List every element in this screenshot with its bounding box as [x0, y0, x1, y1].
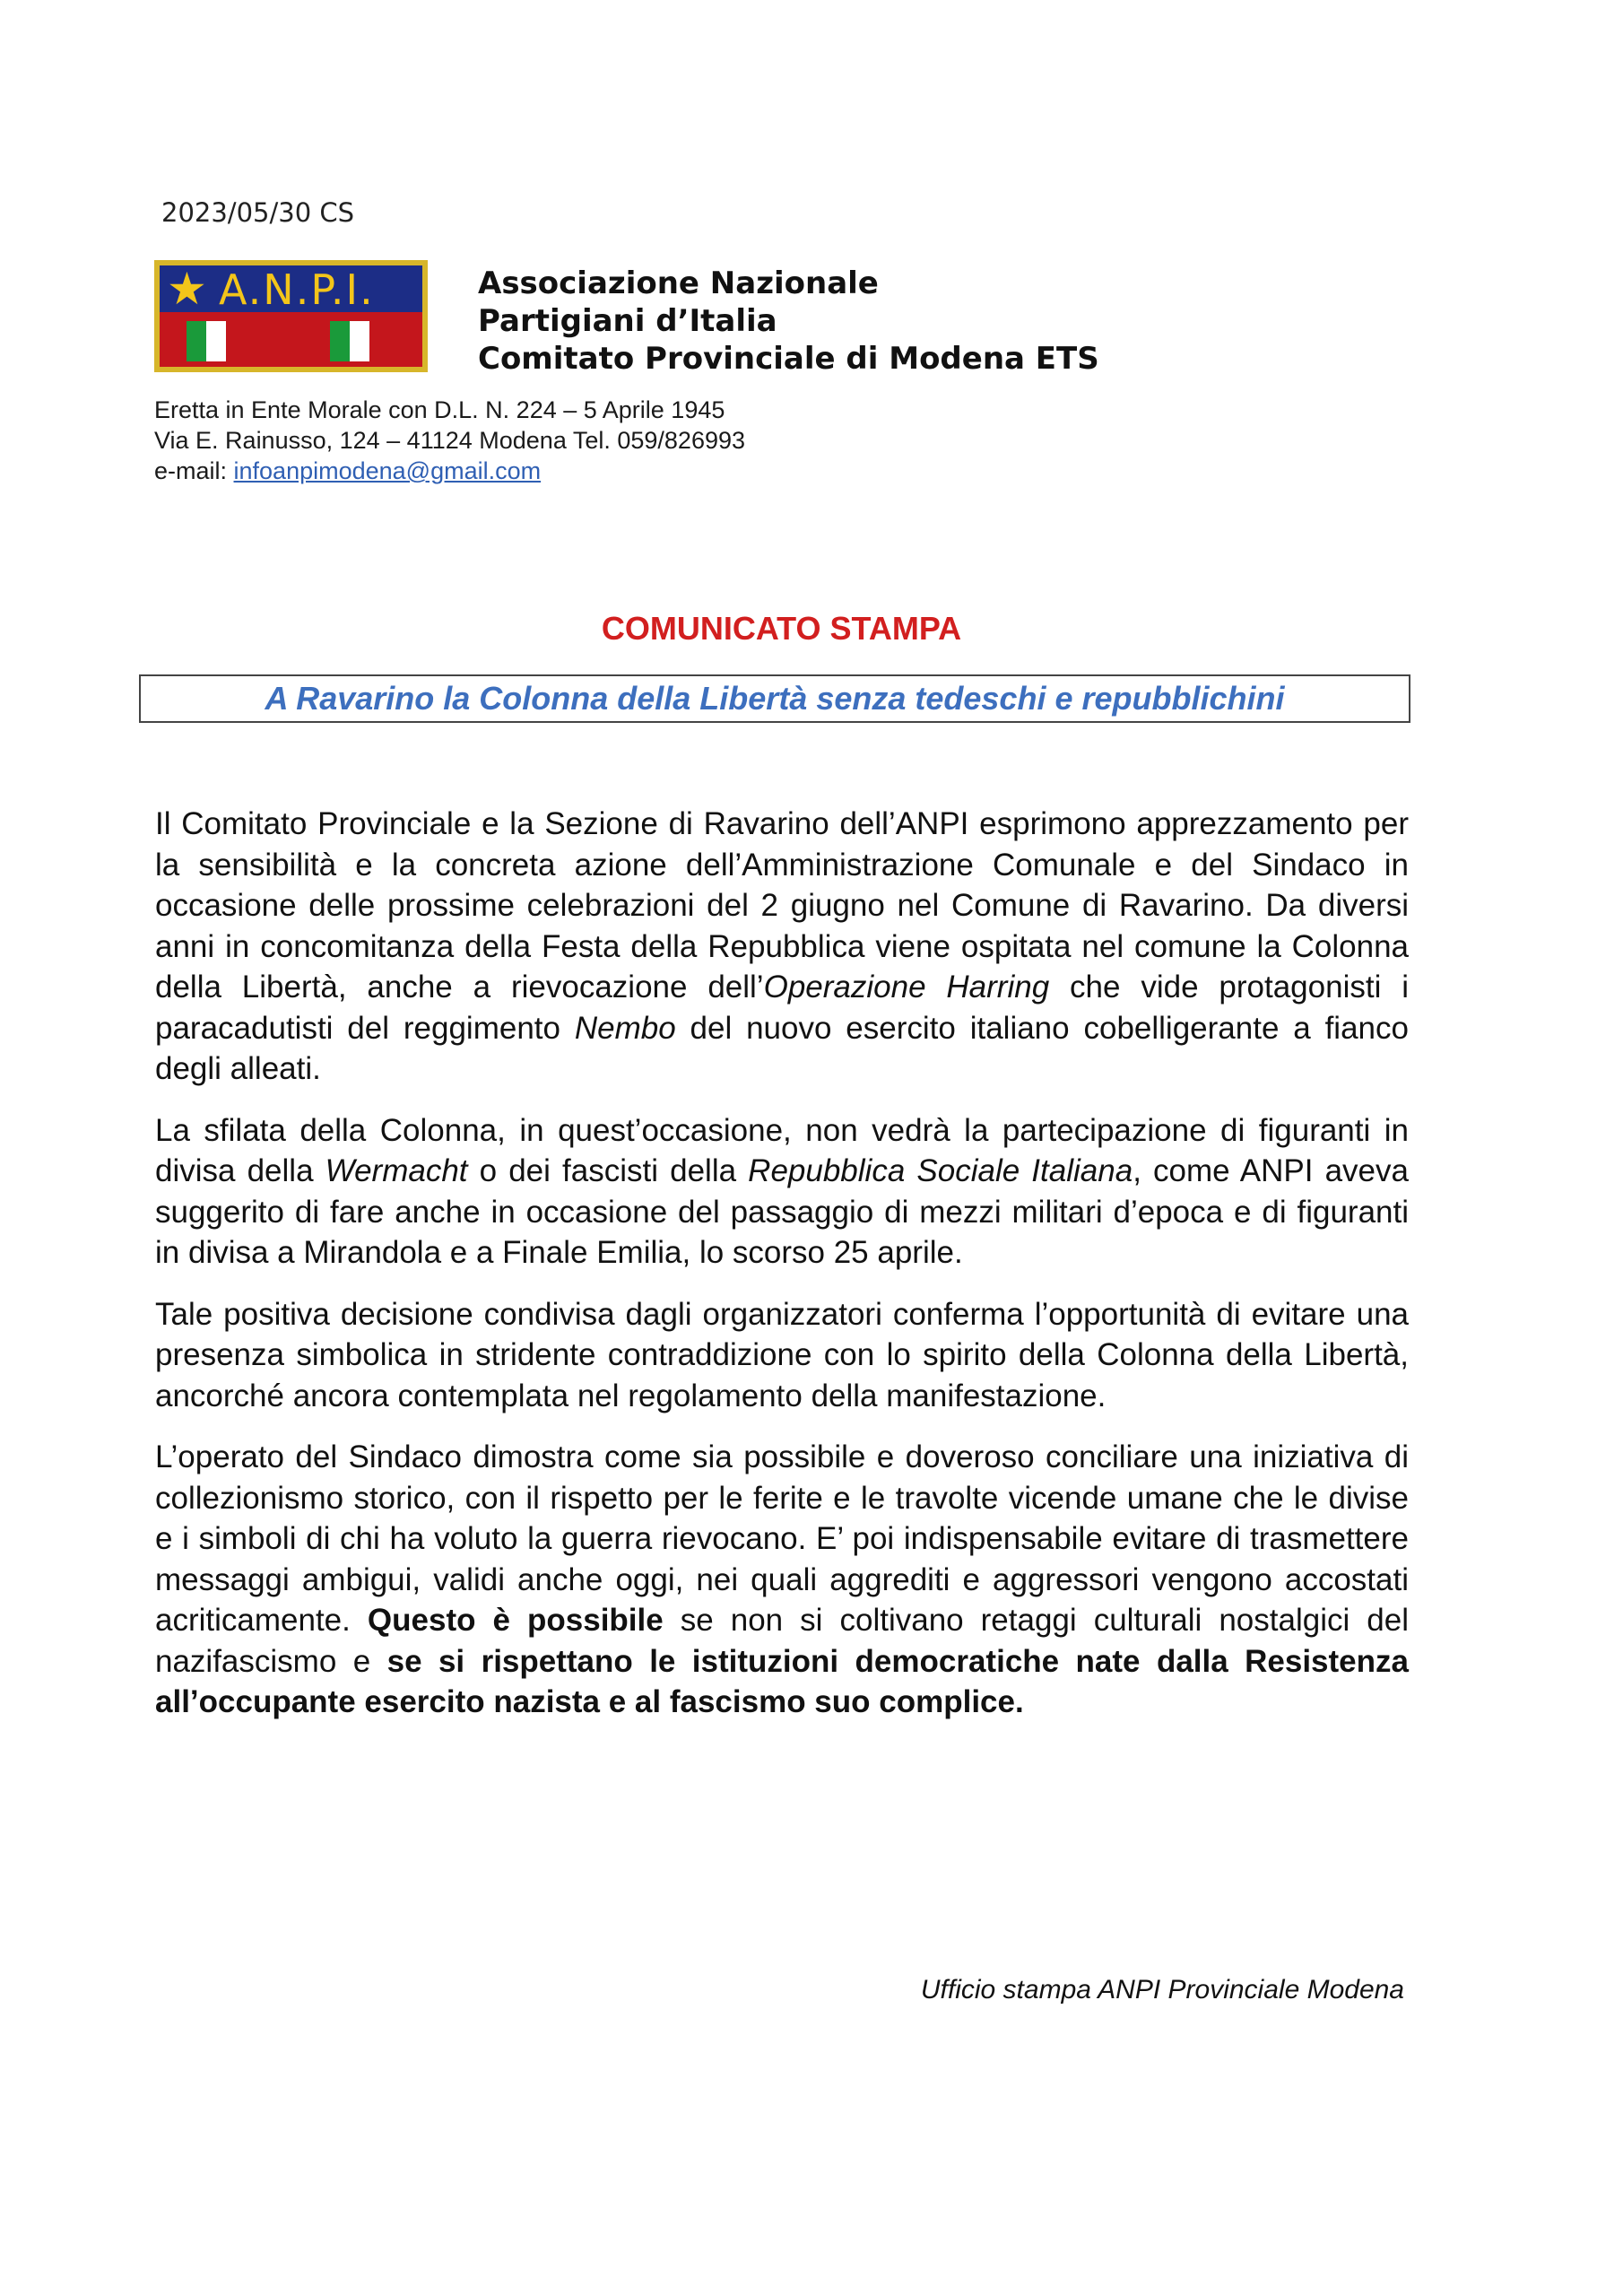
- paragraph-2: La sfilata della Colonna, in quest’occasione, non vedrà la partecipazione di figuranti in divisa della Wermacht o dei fascisti della Repubblica Sociale Italiana, come ANPI aveva suggerito di fare anche in occasione del passaggio di mezzi militari d’epoca e di figuranti in divisa a Mirandola e a Finale Emilia, lo scorso 25 aprile.: [155, 1112, 1409, 1270]
- anpi-logo: [154, 260, 428, 372]
- logo-lettering: A.N.P.I.: [219, 265, 375, 314]
- press-release-body: [155, 804, 1409, 1744]
- contact-info: [154, 395, 745, 486]
- paragraph-1: Il Comitato Provinciale e la Sezione di Ravarino dell’ANPI esprimono apprezzamento per la sensibilità e la concreta azione dell’Amministrazione Comunale e del Sindaco in occasione delle prossime celebrazioni del 2 giugno nel Comune di Ravarino. Da diversi anni in concomitanza della Festa della Repubblica viene ospitata nel comune la Colonna della Libertà, anche a rievocazione dell’Operazione Harring che vide protagonisti i paracadutisti del reggimento Nembo del nuovo esercito italiano cobelligerante a fianco degli alleati.: [155, 806, 1409, 1086]
- org-line-3: Comitato Provinciale di Modena ETS: [478, 341, 1099, 377]
- legal-status-line: Eretta in Ente Morale con D.L. N. 224 – 5 Aprile 1945: [154, 396, 725, 423]
- signature: Ufficio stampa ANPI Provinciale Modena: [920, 1975, 1404, 2005]
- email-line: [154, 456, 745, 486]
- paragraph-4: L’operato del Sindaco dimostra come sia possibile e doveroso conciliare una iniziativa di collezionismo storico, con il rispetto per le ferite e le travolte vicende umane che le divise e i simboli di chi ha voluto la guerra rievocano. E’ poi indispensabile evitare di trasmettere messaggi ambigui, validi anche oggi, nei quali aggrediti e aggressori vengono accostati acriticamente. Questo è possibile se non si coltivano retaggi culturali nostalgici del nazifascismo e se si rispettano le istituzioni democratiche nate dalla Resistenza all’occupante esercito nazista e al fascismo suo complice.: [155, 1439, 1409, 1719]
- email-label: e-mail:: [154, 457, 234, 484]
- paragraph-3: Tale positiva decisione condivisa dagli organizzatori conferma l’opportunità di evitare una presenza simbolica in stridente contraddizione con lo spirito della Colonna della Libertà, ancorché ancora contemplata nel regolamento della manifestazione.: [155, 1296, 1409, 1413]
- org-line-2: Partigiani d’Italia: [478, 303, 777, 339]
- document-code: 2023/05/30 CS: [161, 197, 355, 228]
- address-line: Via E. Rainusso, 124 – 41124 Modena Tel. 059/826993: [154, 427, 746, 454]
- press-release-subtitle: A Ravarino la Colonna della Libertà senza tedeschi e repubblichini: [139, 674, 1410, 723]
- italian-flag-icon: [330, 321, 389, 361]
- org-line-1: Associazione Nazionale: [478, 265, 879, 301]
- email-link[interactable]: infoanpimodena@gmail.com: [233, 457, 542, 484]
- italian-flag-icon: [187, 321, 246, 361]
- organization-name: [478, 265, 1099, 378]
- press-release-title: COMUNICATO STAMPA: [601, 610, 962, 647]
- star-icon: ★: [167, 265, 207, 315]
